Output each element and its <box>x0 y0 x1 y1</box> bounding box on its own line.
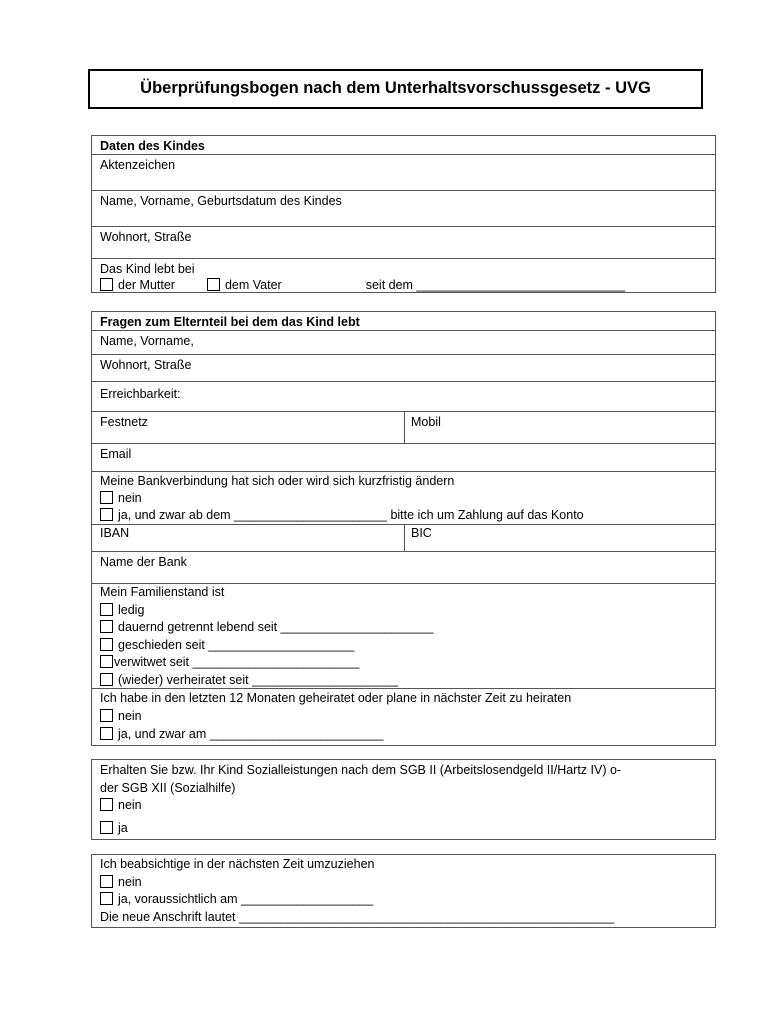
kind-wohnort-field[interactable] <box>92 226 715 258</box>
sozial-ja-label: ja <box>118 820 128 835</box>
geschieden-label: geschieden seit _____________________ <box>118 637 355 652</box>
vater-label: dem Vater <box>224 278 282 292</box>
mobil-label: Mobil <box>411 415 441 429</box>
heirat-nein-checkbox[interactable] <box>100 709 113 722</box>
verwitwet-checkbox[interactable] <box>100 655 113 668</box>
aktenzeichen-field[interactable] <box>92 154 715 190</box>
iban-label: IBAN <box>100 526 130 540</box>
lebt-bei-label: Das Kind lebt bei <box>100 262 195 276</box>
bic-field[interactable] <box>404 525 432 551</box>
heirat-row <box>92 688 715 744</box>
festnetz-label: Festnetz <box>100 415 148 429</box>
lebt-bei-row <box>92 258 715 292</box>
verheiratet-checkbox[interactable] <box>100 673 113 686</box>
bank-nein-label: nein <box>118 491 142 505</box>
umzug-question: Ich beabsichtige in der nächsten Zeit umzuziehen <box>100 857 375 871</box>
bank-ja-checkbox[interactable] <box>100 508 113 521</box>
email-label: Email <box>100 447 132 461</box>
sozial-question-line1: Erhalten Sie bzw. Ihr Kind Sozialleistungen nach dem SGB II (Arbeitslosendgeld II/Hartz IV) o- <box>100 763 622 777</box>
bank-name-field[interactable] <box>92 551 715 583</box>
section-sozialleistungen <box>91 759 716 840</box>
heirat-question: Ich habe in den letzten 12 Monaten geheiratet oder plane in nächster Zeit zu heiraten <box>100 691 572 705</box>
bic-label: BIC <box>411 526 432 540</box>
bank-change-row <box>92 471 715 524</box>
sozial-ja-checkbox[interactable] <box>100 821 113 834</box>
form-title: Überprüfungsbogen nach dem Unterhaltsvorschussgesetz - UVG <box>88 69 703 109</box>
neue-anschrift-field[interactable]: Die neue Anschrift lautet ______________________________________________________ <box>100 909 615 924</box>
verheiratet-label: (wieder) verheiratet seit _____________________ <box>118 672 399 687</box>
kind-name-field[interactable] <box>92 190 715 226</box>
erreichbarkeit-label: Erreichbarkeit: <box>100 387 181 401</box>
familienstand-label: Mein Familienstand ist <box>100 585 225 599</box>
section-kind-header: Daten des Kindes <box>100 139 205 153</box>
bank-ja-label: ja, und zwar ab dem ______________________ bitte ich um Zahlung auf das Konto <box>118 508 584 522</box>
eltern-name-field[interactable] <box>92 330 715 354</box>
telefon-row <box>92 411 715 443</box>
verwitwet-label: verwitwet seit ________________________ <box>114 655 360 670</box>
aktenzeichen-label: Aktenzeichen <box>100 158 176 172</box>
kind-wohnort-label: Wohnort, Straße <box>100 230 192 244</box>
bank-name-label: Name der Bank <box>100 555 187 569</box>
eltern-wohnort-field[interactable] <box>92 354 715 381</box>
sozial-nein-label: nein <box>118 798 142 812</box>
iban-field[interactable] <box>100 526 129 540</box>
eltern-wohnort-label: Wohnort, Straße <box>100 358 192 372</box>
mutter-checkbox[interactable] <box>100 278 113 291</box>
email-field[interactable] <box>92 443 715 471</box>
bank-question: Meine Bankverbindung hat sich oder wird sich kurzfristig ändern <box>100 474 455 488</box>
eltern-name-label: Name, Vorname, <box>100 334 194 348</box>
vater-checkbox[interactable] <box>207 278 220 291</box>
section-elternteil-header: Fragen zum Elternteil bei dem das Kind lebt <box>100 315 360 329</box>
festnetz-field[interactable] <box>100 415 148 429</box>
geschieden-checkbox[interactable] <box>100 638 113 651</box>
sozial-question-line2: der SGB XII (Sozialhilfe) <box>100 780 236 795</box>
section-elternteil <box>91 311 716 746</box>
umzug-ja-label: ja, voraussichtlich am ___________________ <box>118 892 374 906</box>
kind-name-label: Name, Vorname, Geburtsdatum des Kindes <box>100 194 342 208</box>
erreichbarkeit-row <box>92 381 715 411</box>
umzug-ja-checkbox[interactable] <box>100 892 113 905</box>
mutter-label: der Mutter <box>118 278 175 292</box>
sozial-nein-checkbox[interactable] <box>100 798 113 811</box>
umzug-nein-label: nein <box>118 874 142 889</box>
seit-dem-field[interactable]: seit dem ______________________________ <box>365 278 625 292</box>
ledig-checkbox[interactable] <box>100 603 113 616</box>
heirat-ja-checkbox[interactable] <box>100 727 113 740</box>
ledig-label: ledig <box>118 602 145 617</box>
mobil-field[interactable] <box>404 412 441 443</box>
bank-nein-checkbox[interactable] <box>100 491 113 504</box>
heirat-ja-label: ja, und zwar am _________________________ <box>118 727 384 741</box>
section-kind <box>91 135 716 293</box>
section-umzug <box>91 854 716 928</box>
familienstand-row <box>92 583 715 688</box>
getrennt-checkbox[interactable] <box>100 620 113 633</box>
getrennt-label: dauernd getrennt lebend seit ______________________ <box>118 620 434 635</box>
umzug-nein-checkbox[interactable] <box>100 875 113 888</box>
heirat-nein-label: nein <box>118 709 142 723</box>
iban-bic-row <box>92 524 715 551</box>
